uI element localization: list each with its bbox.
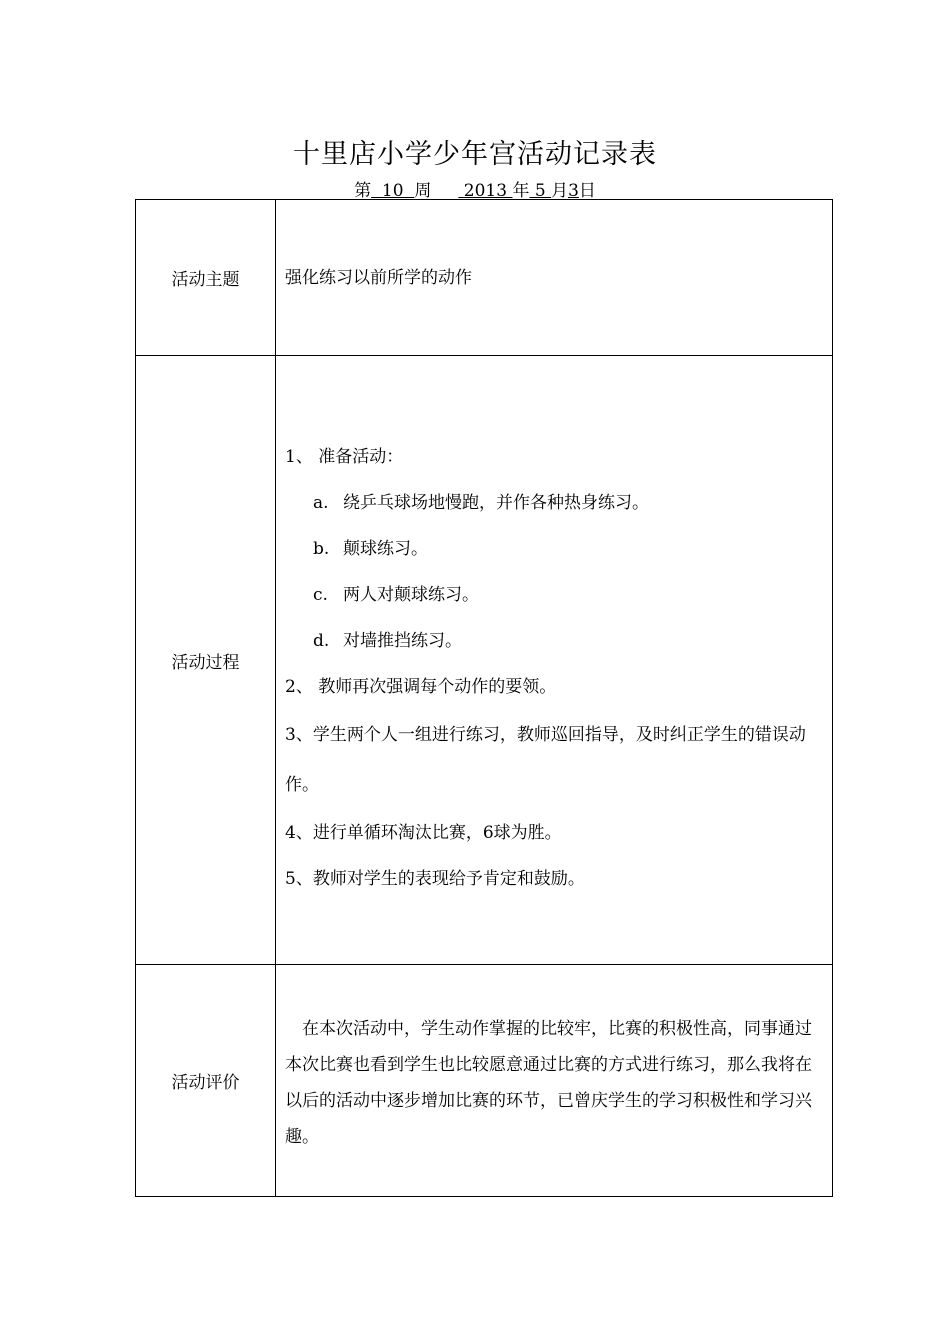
substep-d-marker: d. [313,631,330,651]
table-row-evaluation [136,965,833,1197]
evaluation-cell [276,965,833,1197]
theme-text: 强化练习以前所学的动作 [285,267,472,288]
month-value: 5 [529,181,552,201]
activity-record-table [135,199,833,1197]
process-list [285,418,824,902]
week-prefix: 第 [354,181,372,201]
step-1-marker: 1、 [285,447,313,467]
substep-a-marker: a. [313,493,329,513]
page-title: 十里店小学少年宫活动记录表 [293,139,657,170]
week-number: 10 [371,181,415,201]
process-label: 活动过程 [136,356,276,965]
substep-b-marker: b. [313,539,330,559]
process-step-1 [285,434,824,480]
week-suffix: 周 [414,181,432,201]
substep-a-text: 绕乒乓球场地慢跑，并作各种热身练习。 [343,493,649,513]
day-suffix: 日 [578,181,596,201]
theme-label: 活动主题 [136,200,276,356]
year-value: 2013 [458,181,513,201]
table-row-theme [136,200,833,356]
process-step-4: 4、进行单循环淘汰比赛，6球为胜。 [285,823,562,843]
date-line [0,176,950,201]
theme-cell [276,200,833,356]
evaluation-label: 活动评价 [136,965,276,1197]
table-row-process [136,356,833,965]
process-substep-a [285,480,824,526]
process-step-5: 5、教师对学生的表现给予肯定和鼓励。 [285,869,585,889]
process-step-2: 2、 教师再次强调每个动作的要领。 [285,677,557,697]
process-substep-b [285,526,824,572]
substep-c-text: 两人对颠球练习。 [343,585,479,605]
process-substep-c [285,572,824,618]
substep-d-text: 对墙推挡练习。 [343,631,462,651]
process-step-3: 3、学生两个人一组进行练习，教师巡回指导，及时纠正学生的错误动作。 [285,725,806,795]
process-substep-d [285,618,824,664]
process-cell [276,356,833,965]
substep-c-marker: c. [313,585,328,605]
substep-b-text: 颠球练习。 [343,539,428,559]
year-suffix: 年 [512,181,530,201]
month-suffix: 月 [551,181,569,201]
evaluation-text: 在本次活动中，学生动作掌握的比较牢，比赛的积极性高，同事通过本次比赛也看到学生也比较愿意通过比赛的方式进行练习，那么我将在以后的活动中逐步增加比赛的环节，已曾庆学生的学习积极性和学习兴趣。 [285,1018,812,1147]
step-1-text: 准备活动： [312,447,404,467]
day-value: 3 [568,181,579,201]
